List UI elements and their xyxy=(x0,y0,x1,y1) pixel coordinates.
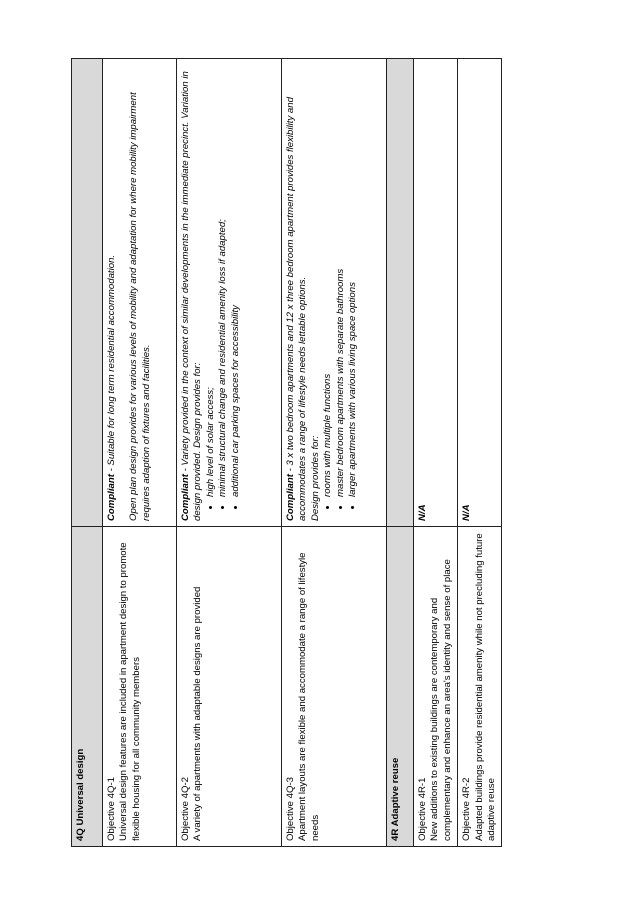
status-text: - 3 x two bedroom apartments and 12 x three bedroom apartment provides flexibility and accommodates a range of lifestyle needs lettable options. xyxy=(285,97,309,521)
objective-text: A variety of apartments with adaptable designs are provided xyxy=(192,586,204,841)
response-cell xyxy=(103,59,177,527)
table-row xyxy=(177,59,282,847)
objective-id: Objective 4Q-2 xyxy=(180,777,191,841)
response-cell xyxy=(458,59,502,527)
section-header-4q: 4Q Universal design xyxy=(72,527,103,847)
section-header-blank xyxy=(387,59,414,527)
objective-id: Objective 4R-1 xyxy=(417,777,428,841)
compliance-table xyxy=(71,58,502,847)
response-na: N/A xyxy=(417,504,428,521)
response-cell xyxy=(414,59,458,527)
status-label: Compliant xyxy=(106,474,117,521)
list-item: • additional car parking spaces for accessibility xyxy=(230,64,242,497)
objective-text: Adapted buildings provide residential amenity while not precluding future adaptive reuse xyxy=(473,533,498,841)
response-lead: Design provides for: xyxy=(309,435,321,521)
status-label: Compliant xyxy=(180,474,191,521)
response-cell xyxy=(177,59,282,527)
table-row xyxy=(458,59,502,847)
objective-id: Objective 4Q-1 xyxy=(106,777,117,841)
objective-id: Objective 4R-2 xyxy=(461,777,473,841)
table-row xyxy=(414,59,458,847)
bullet-list xyxy=(205,64,242,521)
response-na: N/A xyxy=(461,504,473,521)
list-item: • minimal structural change and residential amenity loss if adapted; xyxy=(217,64,229,497)
bullet-list xyxy=(322,64,359,521)
objective-cell xyxy=(458,527,502,847)
objective-cell xyxy=(414,527,458,847)
objective-text: Apartment layouts are flexible and accommodate a range of lifestyle needs xyxy=(297,552,321,841)
objective-text: New additions to existing buildings are contemporary and complementary and enhance an area's identity and sense of place xyxy=(429,559,453,841)
section-header-4r: 4R Adaptive reuse xyxy=(387,527,414,847)
objective-text: Universal design features are included in apartment design to promote flexible housing for all community members xyxy=(118,542,142,841)
status-text: - Suitable for long term residential accommodation. xyxy=(106,254,117,475)
rotated-page xyxy=(71,59,566,847)
list-item: • larger apartments with various living space options xyxy=(347,64,359,497)
section-header-blank xyxy=(72,59,103,527)
response-cell xyxy=(282,59,387,527)
list-item: • master bedroom apartments with separate bathrooms xyxy=(335,64,347,497)
list-item: • rooms with multiple functions xyxy=(322,64,334,497)
objective-id: Objective 4Q-3 xyxy=(285,777,296,841)
status-label: Compliant xyxy=(285,474,296,521)
response-note: Open plan design provides for various levels of mobility and adaptation for where mobility impairment requires adaption of fixtures and facilities. xyxy=(128,92,152,521)
objective-cell xyxy=(103,527,177,847)
objective-cell xyxy=(177,527,282,847)
status-text: - Variety provided in the context of similar developments in the immediate precinct. Variation in design provided. Design provides for: xyxy=(180,71,204,521)
list-item: • high level of solar access; xyxy=(205,64,217,497)
table-row xyxy=(103,59,177,847)
table-row xyxy=(282,59,387,847)
objective-cell xyxy=(282,527,387,847)
